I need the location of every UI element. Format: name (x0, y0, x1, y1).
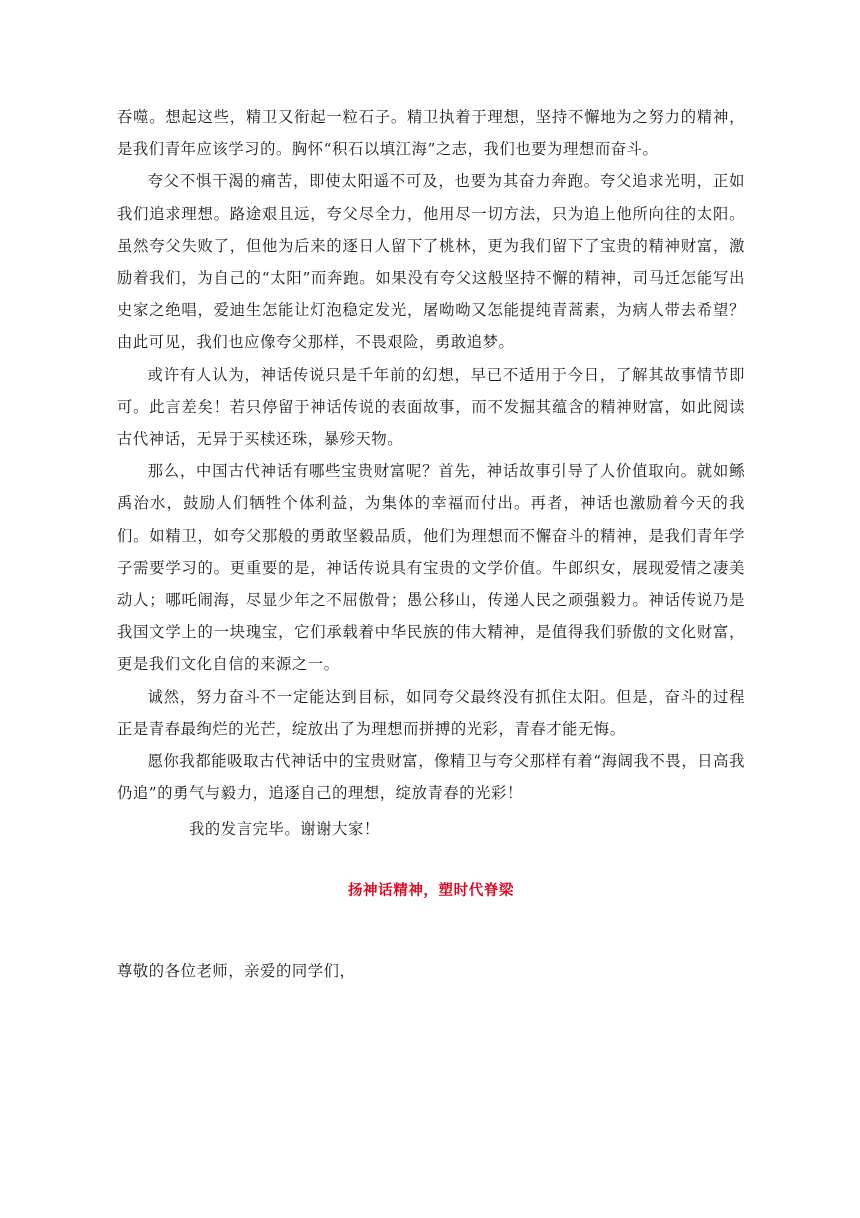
speech-body (117, 101, 745, 846)
paragraph-counterargument: 或许有人认为，神话传说只是千年前的幻想，早已不适用于今日，了解其故事情节即可。此言差矣！若只停留于神话传说的表面故事，而不发掘其蕴含的精神财富，如此阅读古代神话，无异于买椟还珠，暴殄天物。 (117, 365, 745, 449)
paragraph-kuafu: 夸父不惧干渴的痛苦，即使太阳遥不可及，也要为其奋力奔跑。夸父追求光明，正如我们追求理想。路途艰且远，夸父尽全力，他用尽一切方法，只为追上他所向往的太阳。虽然夸父失败了，但他为后来的逐日人留下了桃林，更为我们留下了宝贵的精神财富，激励着我们，为自己的“太阳”而奔跑。如果没有夸父这般坚持不懈的精神，司马迁怎能写出史家之绝唱，爱迪生怎能让灯泡稳定发光，屠呦呦又怎能提纯青蒿素，为病人带去希望？由此可见，我们也应像夸父那样，不畏艰险，勇敢追梦。 (117, 172, 745, 352)
paragraph-treasures: 那么，中国古代神话有哪些宝贵财富呢？首先，神话故事引导了人价值取向。就如鲧禹治水，鼓励人们牺牲个体利益，为集体的幸福而付出。再者，神话也激励着今天的我们。如精卫，如夸父那般的勇敢坚毅品质，他们为理想而不懈奋斗的精神，是我们青年学子需要学习的。更重要的是，神话传说具有宝贵的文学价值。牛郎织女，展现爱情之凄美动人；哪吒闹海，尽显少年之不屈傲骨；愚公移山，传递人民之顽强毅力。神话传说乃是我国文学上的一块瑰宝，它们承载着中华民族的伟大精神，是值得我们骄傲的文化财富，更是我们文化自信的来源之一。 (117, 462, 745, 674)
paragraph-continuation: 吞噬。想起这些，精卫又衔起一粒石子。精卫执着于理想，坚持不懈地为之努力的精神，是我们青年应该学习的。胸怀“积石以填江海”之志，我们也要为理想而奋斗。 (117, 108, 745, 159)
paragraph-struggle: 诚然，努力奋斗不一定能达到目标，如同夸父最终没有抓住太阳。但是，奋斗的过程正是青春最绚烂的光芒，绽放出了为理想而拼搏的光彩，青春才能无悔。 (117, 687, 745, 738)
closing-line: 我的发言完毕。谢谢大家！ (189, 820, 380, 839)
next-speech-title: 扬神话精神，塑时代脊梁 (347, 882, 515, 899)
paragraph-wish: 愿你我都能吸取古代神话中的宝贵财富，像精卫与夸父那样有着“海阔我不畏，日高我仍追”的勇气与毅力，追逐自己的理想，绽放青春的光彩！ (117, 752, 745, 803)
next-speech-greeting: 尊敬的各位老师，亲爱的同学们， (117, 961, 356, 980)
